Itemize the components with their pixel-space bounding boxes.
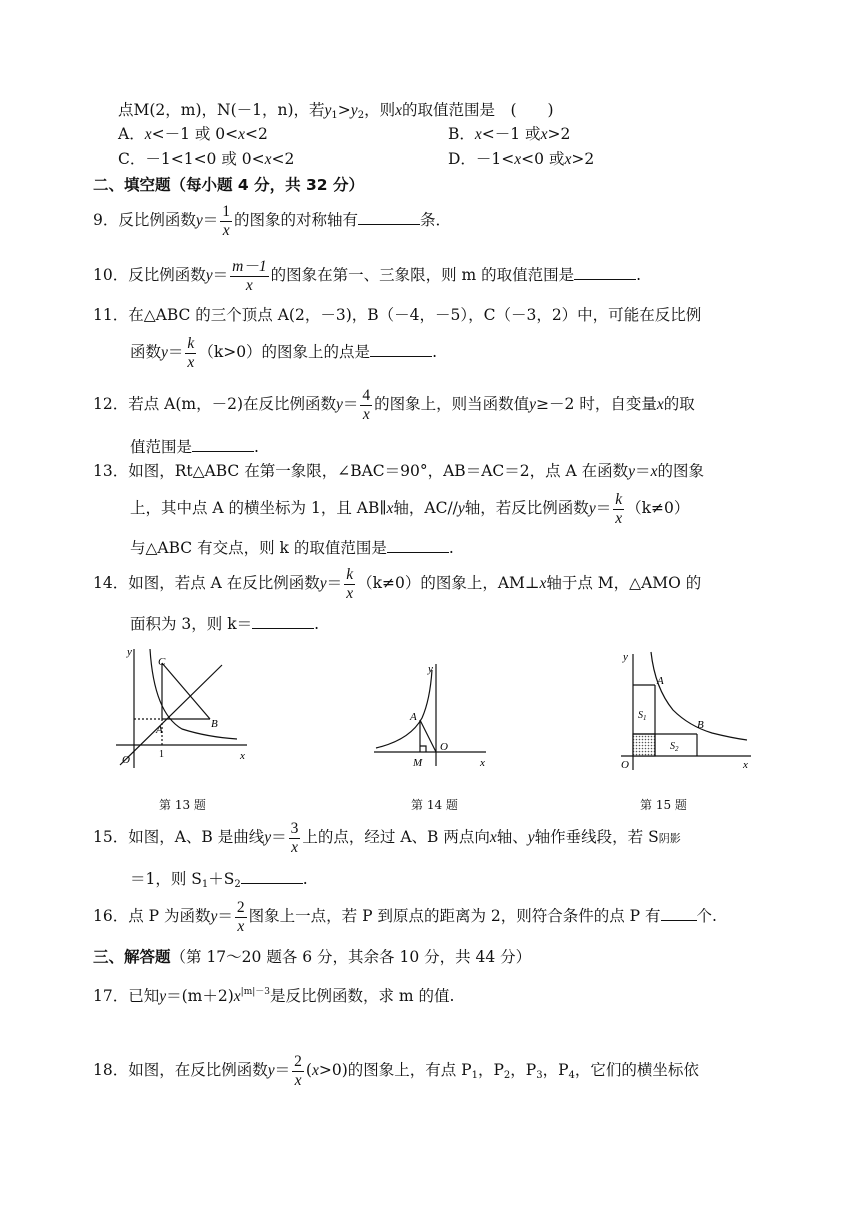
q14-line1: 14．如图，若点 A 在反比例函数y＝ $\frac{k}{x}$ （k≠0）的图象上，AM⊥x轴于点 M，△AMO 的 — [93, 565, 702, 602]
fig15-label-a: A — [657, 675, 664, 687]
q17: 17．已知$y=(m+2)x^{|m|-3}$是反比例函数，求 m 的值. — [93, 987, 455, 1005]
fig13-x-label: x — [240, 750, 245, 762]
q8-option-a: A．x<－1 或 0<x<2 — [118, 125, 268, 143]
fig15-x-label: x — [743, 759, 748, 771]
fig13-label-c: C — [158, 656, 166, 668]
q16: 16．点 P 为函数y＝ $\frac{2}{x}$ 图象上一点，若 P 到原点的距离为 2，则符合条件的点 P 有 个. — [93, 898, 717, 935]
fig15-label-s2: $S_2$ — [670, 741, 679, 753]
q8-stem: 点M(2，m)，N(－1，n)，若$y_1>y_2$，则x的取值范围是 ( ) — [118, 101, 554, 121]
caption-15: 第 15 题 — [640, 798, 687, 812]
q12-line1: 12．若点 A(m，－2)在反比例函数y＝ $\frac{4}{x}$ 的图象上，则当函数值y≥－2 时，自变量x的取 — [93, 386, 695, 423]
figure-15 — [617, 648, 757, 773]
fig14-x-label: x — [480, 757, 485, 769]
q8-option-c: C．－1<1<0 或 0<x<2 — [118, 150, 295, 168]
q15-line2: ＝1，则 $S_1+S_2$ . — [130, 870, 308, 890]
fig14-label-m: M — [413, 757, 423, 769]
fig15-label-b: B — [697, 719, 704, 731]
fig13-origin: O — [122, 754, 130, 766]
q11-line1: 11．在△ABC 的三个顶点 A(2，－3)，B（－4，－5），C（－3，2）中，可能在反比例 — [93, 306, 702, 324]
q13-line2: 上，其中点 A 的横坐标为 1，且 AB∥x轴，AC//y轴，若反比例函数y＝ $\frac{k}{x}$ （k≠0） — [130, 490, 690, 527]
fig14-origin: O — [440, 741, 448, 753]
fig15-y-label: y — [623, 651, 628, 663]
q10: 10．反比例函数y＝ $\frac{m-1}{x}$ 的图象在第一、三象限，则 m 的取值范围是 . — [93, 257, 642, 294]
fig13-side-bc — [162, 663, 210, 719]
q13-line3: 与△ABC 有交点，则 k 的取值范围是 . — [130, 539, 454, 557]
fig14-y-label: y — [428, 663, 433, 675]
figure-13 — [112, 643, 252, 773]
fig13-label-a: A — [156, 724, 163, 736]
caption-13: 第 13 题 — [159, 798, 206, 812]
q14-line2: 面积为 3，则 k＝ . — [130, 615, 320, 633]
fig14-hyperbola — [376, 670, 432, 748]
fig15-origin: O — [621, 759, 629, 771]
q11-line2: 函数y＝ $\frac{k}{x}$ （k>0）的图象上的点是 . — [130, 334, 437, 371]
section-2-heading: 二、填空题（每小题 4 分，共 32 分） — [93, 176, 364, 194]
q12-line2: 值范围是 . — [130, 438, 259, 456]
fig13-tick-1: 1 — [159, 749, 164, 760]
fig14-label-a: A — [410, 711, 417, 723]
fig13-y-label: y — [127, 646, 132, 658]
figure-14 — [370, 660, 490, 770]
fig15-shaded-region — [633, 734, 655, 756]
q8-option-d: D．－1<x<0 或x>2 — [448, 150, 595, 168]
section-3-heading: 三、解答题（第 17～20 题各 6 分，其余各 10 分，共 44 分） — [93, 948, 532, 966]
fig14-right-angle — [420, 746, 426, 752]
caption-14: 第 14 题 — [411, 798, 458, 812]
q13-line1: 13．如图，Rt△ABC 在第一象限，∠BAC＝90°，AB＝AC＝2，点 A 在函数y＝x的图象 — [93, 462, 704, 480]
fig14-segment-ao — [420, 720, 436, 752]
fig13-label-b: B — [211, 718, 218, 730]
q15-line1: 15．如图，A、B 是曲线y＝ $\frac{3}{x}$ 上的点，经过 A、B 两点向x轴、y轴作垂线段，若 S阴影 — [93, 819, 681, 856]
fig15-label-s1: $S_1$ — [638, 710, 647, 722]
q18: 18．如图，在反比例函数y＝ $\frac{2}{x}$ (x>0)的图象上，有点 $P_1$，$P_2$，$P_3$，$P_4$，它们的横坐标依 — [93, 1052, 699, 1089]
q8-option-b: B．x<－1 或x>2 — [448, 125, 571, 143]
q9: 9．反比例函数y＝ $\frac{1}{x}$ 的图象的对称轴有 条． — [93, 202, 452, 239]
